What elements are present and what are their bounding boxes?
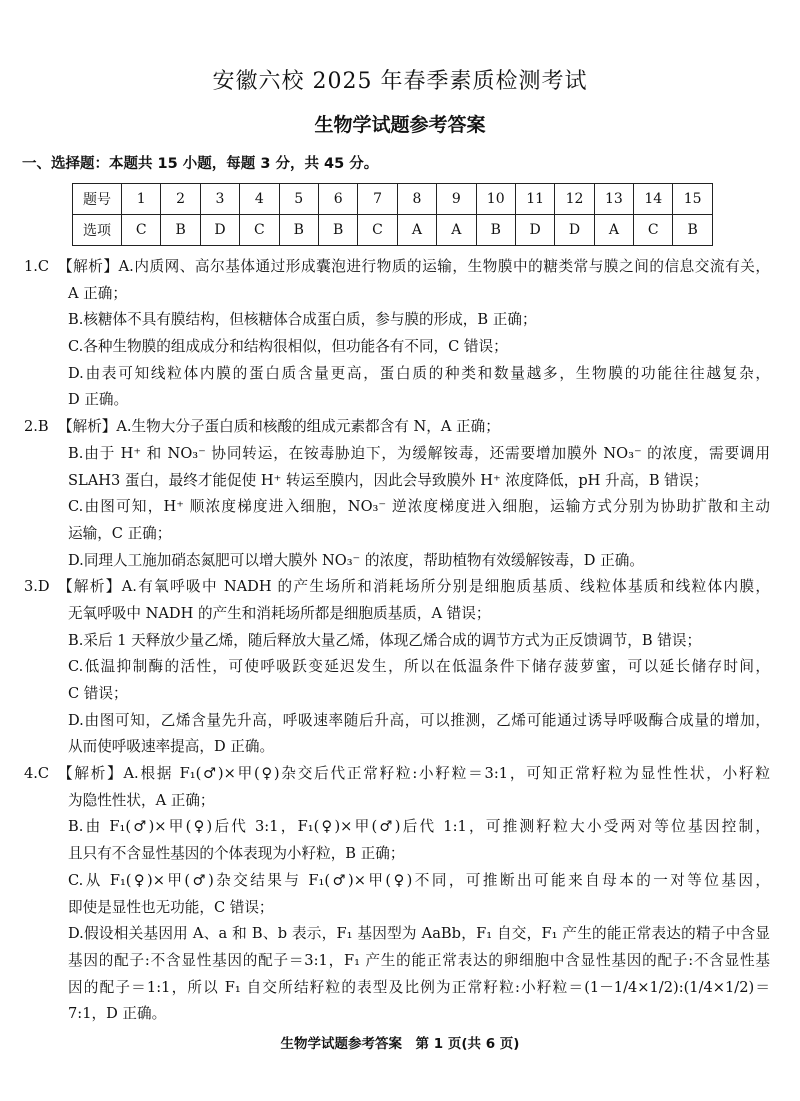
explanation-line: [0, 441, 800, 468]
explanation-text: C.各种生物膜的组成成分和结构很相似，但功能各有不同，C 错误；: [68, 338, 508, 356]
exam-title: 安徽六校 2025 年春季素质检测考试: [212, 69, 588, 94]
explanation-text: C.由图可知，H⁺ 顺浓度梯度进入细胞，NO₃⁻ 逆浓度梯度进入细胞，运输方式分别为协助扩散和主动: [68, 498, 770, 516]
explanation-text: D.由图可知，乙烯含量先升高，呼吸速率随后升高，可以推测，乙烯可能通过诱导呼吸酶合成量的增加，: [68, 711, 770, 729]
explanation-line: [0, 788, 800, 815]
explanation-text: D.同理人工施加硝态氮肥可以增大膜外 NO₃⁻ 的浓度，帮助植物有效缓解铵毒，D 正确。: [68, 551, 644, 569]
explanation-text: 【解析】A.根据 F₁(♂)×甲(♀)杂交后代正常籽粒:小籽粒＝3:1，可知正常籽粒为显性性状，小籽粒: [58, 765, 770, 783]
explanation-text: 【解析】A.内质网、高尔基体通过形成囊泡进行物质的运输，生物膜中的糖类常与膜之间的信息交流有关，: [58, 258, 770, 275]
explanation-text: 运输，C 正确；: [68, 524, 172, 542]
question-number-cell: 13: [594, 184, 633, 215]
question-number-cell: 15: [673, 184, 712, 215]
question-number-cell: 2: [161, 184, 200, 215]
explanation-line: [0, 921, 800, 948]
explanation-line: [0, 574, 800, 601]
explanation-line: [0, 841, 800, 868]
answer-option-cell: D: [555, 215, 594, 246]
explanation-line: [0, 948, 800, 975]
explanation-text: 无氧呼吸中 NADH 的产生和消耗场所都是细胞质基质，A 错误；: [68, 604, 491, 622]
explanation-line: [0, 895, 800, 922]
explanation-text: C 错误；: [68, 685, 128, 702]
question-number-cell: 12: [555, 184, 594, 215]
explanation-text: 因的配子＝1:1，所以 F₁ 自交所结籽粒的表型及比例为正常籽粒:小籽粒＝(1－1/4×1/2):(1/4×1/2)＝: [68, 978, 770, 996]
explanation-line: [0, 281, 800, 308]
explanation-line: [0, 681, 800, 708]
answer-option-cell: A: [397, 215, 436, 246]
explanation-line: [0, 761, 800, 788]
question-number-cell: 5: [279, 184, 318, 215]
explanation-line: [0, 734, 800, 761]
explanation-text: D 正确。: [68, 391, 129, 409]
section-heading: 一、选择题：本题共 15 小题，每题 3 分，共 45 分。: [22, 156, 379, 172]
question-number-cell: 1: [122, 184, 161, 215]
document-subtitle: 生物学试题参考答案: [314, 114, 486, 136]
explanation-text: D.假设相关基因用 A、a 和 B、b 表示，F₁ 基因型为 AaBb，F₁ 自交，F₁ 产生的能正常表达的精子中含显: [68, 925, 770, 943]
answer-table: [72, 183, 713, 246]
explanation-text: B.由于 H⁺ 和 NO₃⁻ 协同转运，在铵毒胁迫下，为缓解铵毒，还需要增加膜外 NO₃⁻ 的浓度，需要调用: [68, 444, 770, 462]
answer-option-cell: C: [122, 215, 161, 246]
row-header-number: 题号: [73, 184, 122, 215]
question-number-cell: 3: [200, 184, 239, 215]
question-number-cell: 14: [634, 184, 673, 215]
explanation-line: [0, 975, 800, 1002]
answer-table-number-row: [73, 184, 713, 215]
explanation-line: [0, 334, 800, 361]
explanation-text: D.由表可知线粒体内膜的蛋白质含量更高，蛋白质的种类和数量越多，生物膜的功能往往越复杂，: [68, 364, 770, 382]
answer-option-cell: B: [476, 215, 515, 246]
explanation-text: B.采后 1 天释放少量乙烯，随后释放大量乙烯，体现乙烯合成的调节方式为正反馈调节，B 错误；: [68, 631, 702, 649]
explanation-line: [0, 1001, 800, 1028]
explanation-line: [0, 468, 800, 495]
explanation-line: [0, 708, 800, 735]
explanation-line: [0, 654, 800, 681]
explanation-text: 即使是显性也无功能，C 错误；: [68, 898, 274, 916]
question-answer-label: 1.C: [24, 258, 50, 275]
explanation-text: 为隐性性状，A 正确；: [68, 791, 215, 809]
question-number-cell: 8: [397, 184, 436, 215]
question-answer-label: 4.C: [24, 765, 50, 783]
answer-option-cell: D: [200, 215, 239, 246]
explanation-line: [0, 628, 800, 655]
answer-option-cell: A: [437, 215, 476, 246]
answer-option-cell: B: [318, 215, 357, 246]
question-number-cell: 7: [358, 184, 397, 215]
explanation-line: [0, 521, 800, 548]
explanation-text: 且只有不含显性基因的个体表现为小籽粒，B 正确；: [68, 845, 405, 863]
explanation-text: 基因的配子:不含显性基因的配子＝3:1，F₁ 产生的能正常表达的卵细胞中含显性基因的配子:不含显性基: [68, 951, 770, 969]
row-header-option: 选项: [73, 215, 122, 246]
question-number-cell: 4: [240, 184, 279, 215]
explanation-text: B.由 F₁(♂)×甲(♀)后代 3:1，F₁(♀)×甲(♂)后代 1:1，可推测籽粒大小受两对等位基因控制，: [68, 818, 770, 836]
explanation-text: 【解析】A.有氧呼吸中 NADH 的产生场所和消耗场所分别是细胞质基质、线粒体基质和线粒体内膜，: [58, 578, 770, 596]
explanation-text: B.核糖体不具有膜结构，但核糖体合成蛋白质，参与膜的形成，B 正确；: [68, 311, 537, 329]
answer-option-cell: C: [240, 215, 279, 246]
question-answer-label: 3.D: [24, 578, 50, 596]
explanation-text: A 正确；: [68, 284, 127, 302]
answer-option-cell: D: [515, 215, 554, 246]
explanation-line: [0, 601, 800, 628]
explanation-line: [0, 361, 800, 388]
explanation-line: [0, 494, 800, 521]
question-number-cell: 11: [515, 184, 554, 215]
page-footer: 生物学试题参考答案 第 1 页(共 6 页): [280, 1036, 520, 1052]
answer-table-option-row: [73, 215, 713, 246]
answer-option-cell: A: [594, 215, 633, 246]
explanation-text: SLAH3 蛋白，最终才能促使 H⁺ 转运至膜内，因此会导致膜外 H⁺ 浓度降低，pH 升高，B 错误；: [68, 471, 708, 489]
explanation-line: [0, 307, 800, 334]
question-number-cell: 9: [437, 184, 476, 215]
explanation-line: [0, 254, 800, 281]
answer-option-cell: B: [161, 215, 200, 246]
explanation-line: [0, 814, 800, 841]
explanation-text: C.从 F₁(♀)×甲(♂)杂交结果与 F₁(♂)×甲(♀)不同，可推断出可能来自母本的一对等位基因，: [68, 871, 770, 889]
answer-option-cell: B: [279, 215, 318, 246]
question-number-cell: 6: [318, 184, 357, 215]
explanation-text: C.低温抑制酶的活性，可使呼吸跃变延迟发生，所以在低温条件下储存菠萝蜜，可以延长储存时间，: [68, 658, 770, 676]
explanation-text: 7:1，D 正确。: [68, 1005, 167, 1023]
explanation-text: 【解析】A.生物大分子蛋白质和核酸的组成元素都含有 N，A 正确；: [58, 418, 500, 436]
answer-option-cell: C: [358, 215, 397, 246]
explanation-line: [0, 548, 800, 575]
answer-option-cell: B: [673, 215, 712, 246]
answer-explanations: [0, 254, 800, 1028]
answer-option-cell: C: [634, 215, 673, 246]
question-number-cell: 10: [476, 184, 515, 215]
explanation-line: [0, 414, 800, 441]
explanation-line: [0, 387, 800, 414]
question-answer-label: 2.B: [24, 418, 49, 436]
explanation-text: 从而使呼吸速率提高，D 正确。: [68, 738, 275, 756]
explanation-line: [0, 868, 800, 895]
